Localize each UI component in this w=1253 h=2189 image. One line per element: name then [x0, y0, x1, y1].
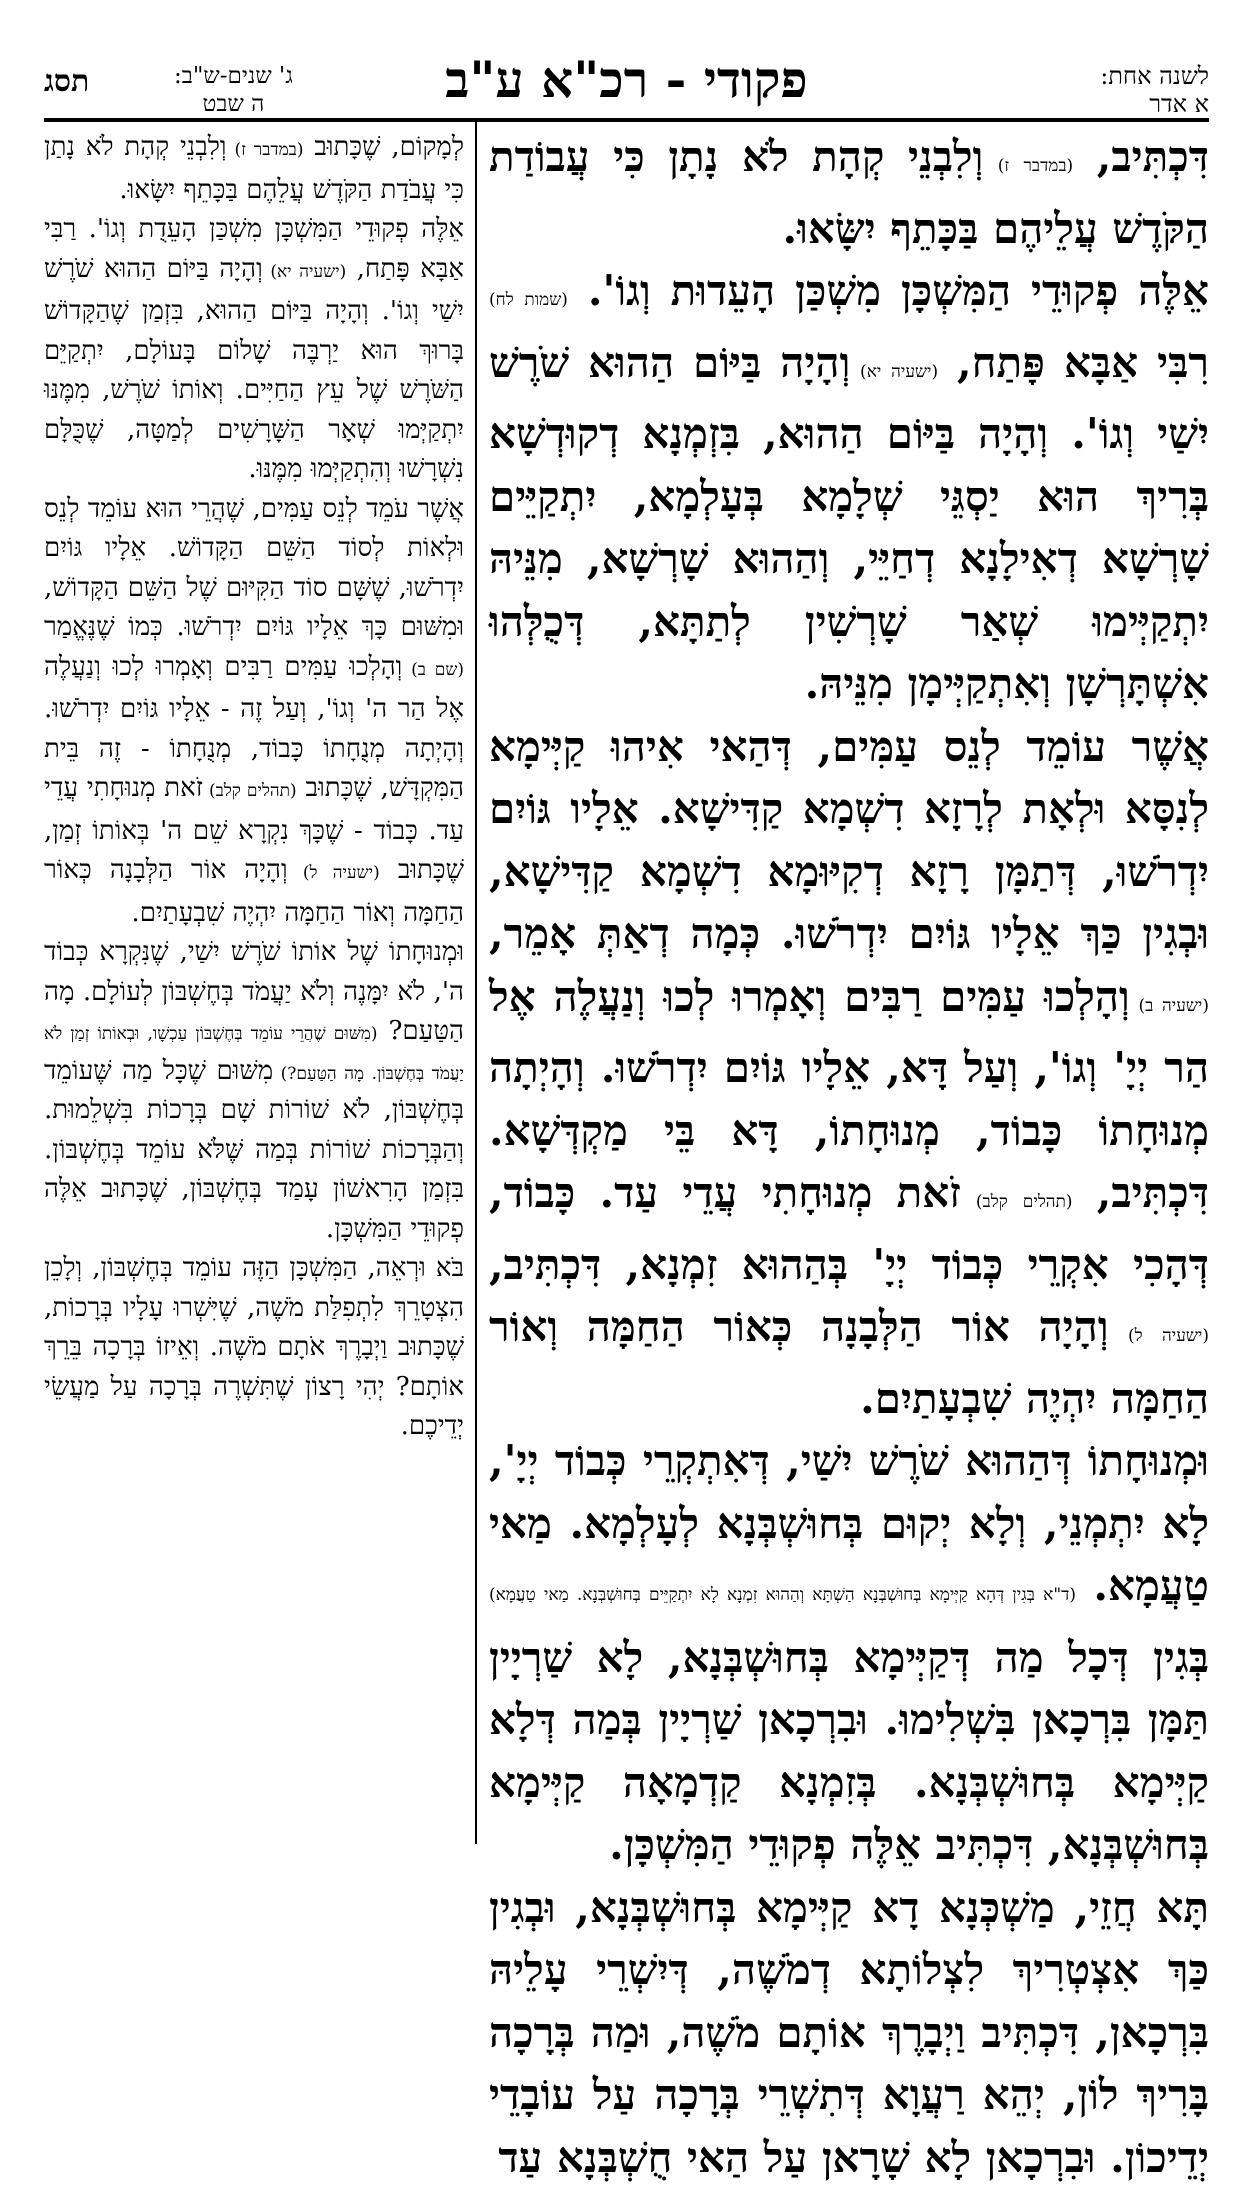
text-run: בֹּא וּרְאֵה, הַמִּשְׁכָּן הַזֶּה עוֹמֵד בְּחֶשְׁבּוֹן, וְלָכֵן הִצְטָרֵךְ לִתְפִלַּת מֹשֶׁה, שֶׁיִּשְׁרוּ עָלָיו בְּרָכוֹת, שֶׁכָּתוּב וַיְבָרֶךְ אֹתָם מֹשֶׁה. וְאֵיזוֹ בְּרָכָה בֵּרֵךְ אוֹתָם? יְהִי רָצוֹן שֶׁתִּשְׁרֶה בְּרָכָה עַל מַעֲשֵׂי יְדֵיכֶם.	[44, 1253, 464, 1441]
text-run: וְהָיָה בַּיּוֹם הַהוּא שֹׁרֶשׁ יִשַׁי וְגוֹ'. וְהָיָה בַּיּוֹם הַהוּא, בִּזְמְנָא דְקוּדְשָׁא בְּרִיךְ הוּא יַסְגֵּי שְׁלָמָא בְּעָלְמָא, יִתְקַיֵּים שָׁרְשָׁא דְאִילָנָא דְחַיֵּי, וְהַהוּא שָׁרְשָׁא, מִנֵּיהּ יִתְקַיְּימוּ שְׁאַר שָׁרְשִׁין לְתַתָּא, דְּכֻלְּהוּ אִשְׁתָּרְשָׁן וְאִתְקַיְּימָן מִנֵּיהּ.	[489, 338, 1209, 709]
schedule-label: ג' שנים-ש"ב:	[174, 62, 293, 90]
page-number: תסג	[44, 64, 89, 99]
text-run: דִּכְתִּיב,	[1073, 132, 1209, 181]
text-run: וְהָיָה בַּיּוֹם הַהוּא שֹׁרֶשׁ יִשַׁי וְגוֹ'. וְהָיָה בַּיּוֹם הַהוּא, בִּזְמַן שֶׁהַקָּדוֹשׁ בָּרוּךְ הוּא יַרְבֶּה שָׁלוֹם בָּעוֹלָם, יִתְקַיֵּם הַשֹּׁרֶשׁ שֶׁל עֵץ הַחַיִּים. וְאוֹתוֹ שֹׁרֶשׁ, מִמֶּנּוּ יִתְקַיְּמוּ שְׁאָר הַשָּׁרָשִׁים לְמַטָּה, שֶׁכֻּלָּם נִשְׁרָשׁוּ וְהִתְקַיְּמוּ מִמֶּנּוּ.	[44, 254, 464, 485]
source-reference: (במדבר ז)	[983, 156, 1073, 176]
source-reference: (ישעיה ב)	[1130, 996, 1209, 1016]
source-reference: (ישעיה יא)	[850, 362, 938, 382]
source-reference: (שמות לח)	[489, 290, 568, 310]
text-run: אֲשֶׁר עֹמֵד לְנֵס עַמִּים, שֶׁהֲרֵי הוּא עוֹמֵד לְנֵס וּלְאוֹת לְסוֹד הַשֵּׁם הַקָּדוֹשׁ. אֵלָיו גּוֹיִם יִדְרֹשׁוּ, שֶׁשָּׁם סוֹד הַקִּיּוּם שֶׁל הַשֵּׁם הַקָּדוֹשׁ, וּמִשּׁוּם כָּךְ אֵלָיו גּוֹיִם יִדְרֹשׁוּ. כְּמוֹ שֶׁנֶּאֱמַר	[44, 494, 464, 643]
paragraph	[44, 490, 464, 934]
text-run: וּמְנוּחָתוֹ שֶׁל אוֹתוֹ שֹׁרֶשׁ יִשַׁי, שֶׁנִּקְרָא כְּבוֹד ה', לֹא יִמָּנֶה וְלֹא יַעֲמֹד בְּחֶשְׁבּוֹן לְעוֹלָם. מָה הַטַּעַם?	[44, 937, 464, 1046]
text-run: אֵלֶּה פְקוּדֵי הַמִּשְׁכָּן מִשְׁכַּן הָעֵדוּת וְגוֹ'.	[568, 266, 1209, 315]
source-reference: (ישעיה ל)	[288, 863, 380, 883]
source-reference: (שם ב)	[402, 660, 464, 680]
alternate-version-note: (מִשּׁוּם שֶׁהֲרֵי עוֹמֵד בְּחֶשְׁבּוֹן עַכְשָׁו, וּבְאוֹתוֹ זְמַן לֹא יַעֲמֹד בְּחֶשְׁבּוֹן. מָה הַטַּעַם?)	[44, 1024, 464, 1084]
paragraph	[44, 933, 464, 1249]
text-run: וְלִבְנֵי קְהָת לֹא נָתַן כִּי עֲבֹדַת הַקֹּדֶשׁ עֲלֵהֶם בַּכָּתֵף יִשָּׂאוּ.	[44, 132, 464, 205]
text-run: זֹאת מְנוּחָתִי עֲדֵי עַד. כָּבוֹד, דְּהָכִי אִקְרֵי כְּבוֹד יְיָ' בְּהַהוּא זִמְנָא, דִּכְתִּיב,	[489, 1168, 1209, 1289]
source-reference: (ד"א בְּגִין דְּהָא קַיְּימָא בְּחוּשְׁבְּנָא הַשְׁתָּא וְהַהוּא זִמְנָא לָא יִתְקַיֵּים בְּחוּשְׁבְּנָא. מַאי טַעֲמָא)	[489, 1585, 1076, 1605]
page-title: פקודי - רכ"א ע"ב	[44, 48, 1209, 112]
schedule-date: ה שבט	[174, 90, 293, 118]
text-run: רִבִּי אַבָּא פָּתַח,	[938, 338, 1209, 387]
text-run: זֹאת מְנוּחָתִי עֲדֵי עַד. כָּבוֹד - שֶׁכָּךְ נִקְרָא שֵׁם ה' בְּאוֹתוֹ זְמַן, שֶׁכָּתוּב	[44, 773, 464, 885]
paragraph	[489, 260, 1209, 716]
source-reference: (ישעיה יא)	[263, 262, 346, 282]
schedule-label: לשנה אחת:	[1100, 62, 1209, 90]
text-run: תָּא חֲזֵי, מַשְׁכְּנָא דָא קַיְּימָא בְּחוּשְׁבְּנָא, וּבְגִין כַּךְ אִצְטְרִיךְ לִצְלוֹתָא דְמֹשֶׁה, דְּיִשְׁרֵי עָלֵיהּ בִּרְכָאן, דִּכְתִּיב וַיְבָרֶךְ אוֹתָם מֹשֶׁה, וּמַה בְּרָכָה בָּרִיךְ לוֹן, יְהֵא רַעֲוָא דְּתִשְׁרֵי בְּרָכָה עַל עוֹבָדֵי יְדֵיכוֹן. וּבִרְכָאן לָא שָׁרָאן עַל הַאי חֻשְׁבְּנָא עַד	[489, 1883, 1209, 2182]
source-reference: (ישעיה ל)	[1109, 1326, 1209, 1346]
text-run: בְּגִין דְּכָל מַה דְּקַיְּימָא בְּחוּשְׁבְּנָא, לָא שַׁרְיָין תַּמָּן בִּרְכָאן בִּשְׁלִימוּ. וּבִרְכָאן שַׁרְיָין בְּמַה דְּלָא קַיְּימָא בְּחוּשְׁבְּנָא. בְּזִמְנָא קַדְמָאָה קַיְּימָא בְּחוּשְׁבְּנָא, דִּכְתִּיב אֵלֶּה פְקוּדֵי הַמִּשְׁכָּן.	[489, 1633, 1209, 1870]
paragraph	[489, 1430, 1209, 1877]
hebrew-translation-column	[44, 128, 464, 1447]
paragraph	[489, 716, 1209, 1431]
aramaic-main-column	[489, 126, 1209, 2189]
source-reference: (תהלים קלב)	[961, 1192, 1073, 1212]
page-header	[44, 48, 1209, 120]
text-run: אֵלֶּה פְקוּדֵי הַמִּשְׁכָּן מִשְׁכַּן הָעֵדֻת וְגוֹ'. רַבִּי אַבָּא פָּתַח,	[44, 214, 464, 284]
reading-schedule-three-years	[174, 62, 293, 118]
column-divider	[475, 122, 477, 1844]
text-run: וּמְנוּחָתוֹ דְּהַהוּא שֹׁרֶשׁ יִשַׁי, דְּאִתְקְרֵי כְּבוֹד יְיָ', לָא יִתְמְנֵי, וְלָא יְקוּם בְּחוּשְׁבְּנָא לְעָלְמָא. מַאי טַעֲמָא.	[489, 1436, 1209, 1610]
header-divider	[44, 118, 1209, 122]
paragraph	[489, 126, 1209, 260]
text-run: וְהָלְכוּ עַמִּים רַבִּים וְאָמְרוּ לְכוּ וְנַעֲלֶה אֶל הַר יְיָ' וְגוֹ', וְעַל דָּא, אֵלָיו גּוֹיִם יִדְרֹשׁוּ. וְהָיְתָה מְנוּחָתוֹ כָּבוֹד, מְנוּחָתוֹ, דָּא בֵּי מַקְדְּשָׁא. דִּכְתִּיב,	[489, 972, 1209, 1218]
paragraph	[44, 210, 464, 490]
source-reference: (במדבר ז)	[227, 140, 304, 160]
text-run: לְמָקוֹם, שֶׁכָּתוּב	[304, 132, 464, 162]
text-run: מִשּׁוּם שֶׁכָּל מַה שֶּׁעוֹמֵד בְּחֶשְׁבּוֹן, לֹא שׁוֹרוֹת שָׁם בְּרָכוֹת בִּשְׁלֵמוּת. וְהַבְּרָכוֹת שׁוֹרוֹת בְּמַה שֶּׁלֹּא עוֹמֵד בְּחֶשְׁבּוֹן. בִּזְמַן הָרִאשׁוֹן עָמַד בְּחֶשְׁבּוֹן, שֶׁכָּתוּב אֵלֶּה פְקוּדֵי הַמִּשְׁכָּן.	[44, 1056, 464, 1244]
schedule-date: א אדר	[1100, 90, 1209, 118]
text-run: וְהָלְכוּ עַמִּים רַבִּים וְאָמְרוּ לְכוּ וְנַעֲלֶה אֶל הַר ה' וְגוֹ', וְעַל זֶה - אֵלָיו גּוֹיִם יִדְרֹשׁוּ. וְהָיְתָה מְנֻחָתוֹ כָּבוֹד, מְנֻחָתוֹ - זֶה בֵּית הַמִּקְדָּשׁ, שֶׁכָּתוּב	[44, 652, 464, 804]
text-run: וְהָיָה אוֹר הַלְּבָנָה כְּאוֹר הַחַמָּה וְאוֹר הַחַמָּה יִהְיֶה שִׁבְעָתַיִם.	[489, 1302, 1209, 1423]
text-run: וְלִבְנֵי קְהָת לֹא נָתָן כִּי עֲבוֹדַת הַקֹּדֶשׁ עֲלֵיהֶם בַּכָּתֵף יִשָּׂאוּ.	[489, 132, 1209, 253]
text-run: וְהָיָה אוֹר הַלְּבָנָה כְּאוֹר הַחַמָּה וְאוֹר הַחַמָּה יִהְיֶה שִׁבְעָתַיִם.	[44, 855, 464, 928]
paragraph	[489, 1877, 1209, 2189]
paragraph	[44, 1249, 464, 1447]
paragraph	[44, 128, 464, 210]
text-run: אֲשֶׁר עוֹמֵד לְנֵס עַמִּים, דְּהַאי אִיהוּ קַיְּימָא לְנִסָּא וּלְאָת לְרָזָא דִשְׁמָא קַדִּישָׁא. אֵלָיו גּוֹיִם יִדְרֹשׁוּ, דְּתַמָּן רָזָא דְקִיּוּמָא דִשְׁמָא קַדִּישָׁא, וּבְגִין כַּךְ אֵלָיו גּוֹיִם יִדְרֹשׁוּ. כְּמָה דְאַתְּ אָמֵר,	[489, 722, 1209, 959]
source-reference: (תהלים קלב)	[203, 781, 297, 801]
